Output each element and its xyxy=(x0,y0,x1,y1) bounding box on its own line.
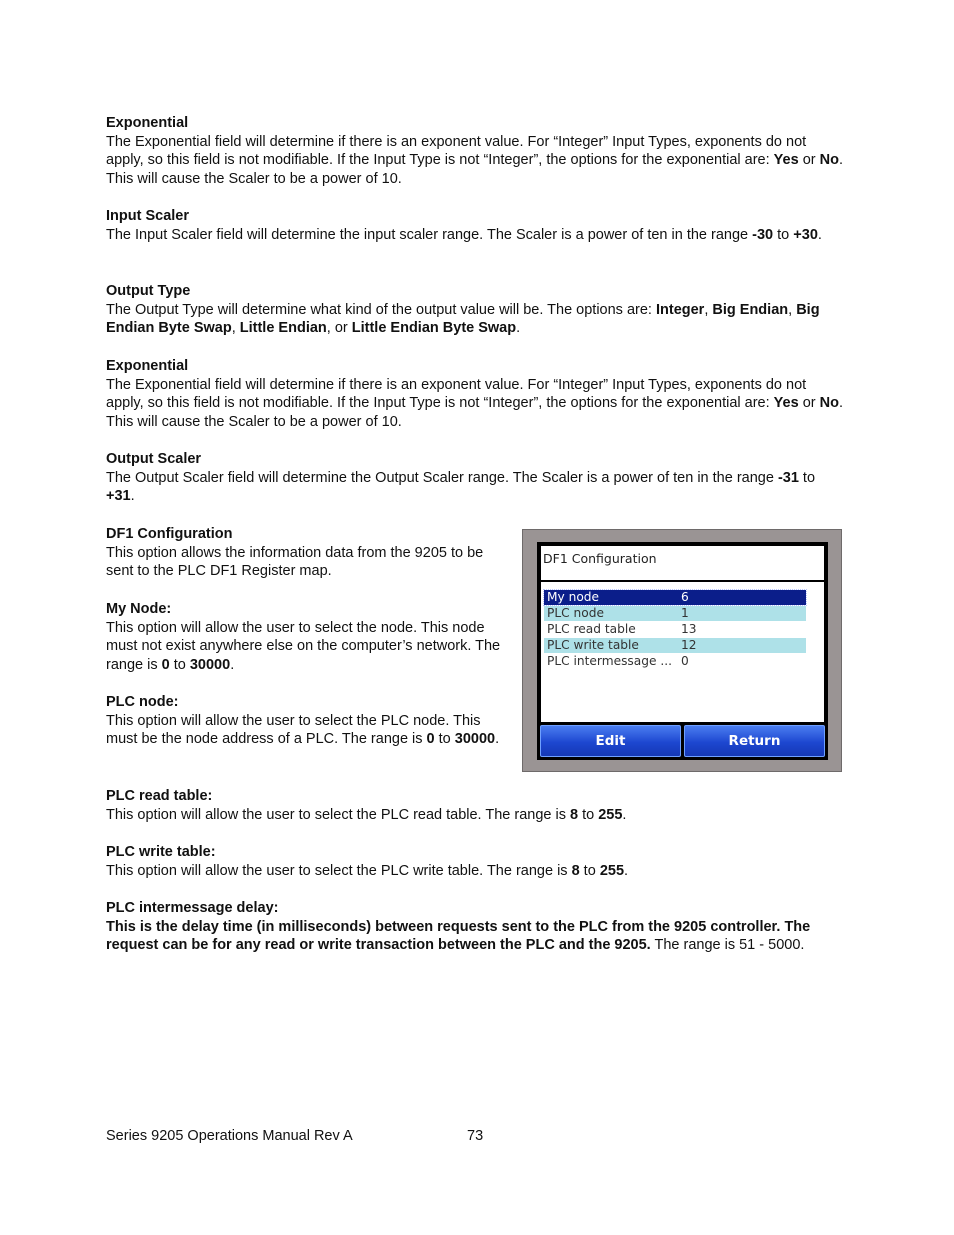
list-item-plc-write-table[interactable] xyxy=(544,638,806,653)
screen-title: DF1 Configuration xyxy=(543,551,657,566)
list-item-plc-node[interactable] xyxy=(544,606,806,621)
item-value: 1 xyxy=(681,606,689,620)
return-button[interactable]: Return xyxy=(684,725,825,757)
item-label: PLC write table xyxy=(547,638,639,652)
section-heading: Output Type xyxy=(106,283,191,299)
section-plc-read-table: PLC read table: This option will allow the user to select the PLC read table. The range is 8 to 255. xyxy=(106,787,846,824)
section-my-node: My Node: This option will allow the user to select the node. This node must not exist anywhere else on the computer’s network. The range is 0 to 30000. xyxy=(106,600,506,675)
section-heading: PLC intermessage delay: xyxy=(106,900,279,916)
item-label: PLC read table xyxy=(547,622,636,636)
edit-button[interactable]: Edit xyxy=(540,725,681,757)
item-value: 0 xyxy=(681,654,689,668)
list-item-plc-read-table[interactable] xyxy=(544,622,806,637)
section-heading: PLC node: xyxy=(106,694,179,710)
section-input-scaler: Input Scaler The Input Scaler field will determine the input scaler range. The Scaler is a power of ten in the range -30 to +30. xyxy=(106,207,846,244)
item-value: 6 xyxy=(681,590,689,604)
list-item-my-node[interactable] xyxy=(544,590,806,605)
section-heading: Exponential xyxy=(106,115,189,131)
item-label: PLC intermessage ... xyxy=(547,654,672,668)
df1-configuration-screen xyxy=(522,529,842,772)
screen-panel xyxy=(537,542,828,760)
footer-page-number: 73 xyxy=(467,1128,484,1144)
item-value: 12 xyxy=(681,638,697,652)
section-heading: DF1 Configuration xyxy=(106,526,233,542)
section-heading: Output Scaler xyxy=(106,451,202,467)
section-heading: Exponential xyxy=(106,358,189,374)
section-heading: Input Scaler xyxy=(106,208,189,224)
section-df1-configuration: DF1 Configuration This option allows the information data from the 9205 to be sent to the PLC DF1 Register map. xyxy=(106,525,506,581)
item-label: PLC node xyxy=(547,606,604,620)
section-output-scaler: Output Scaler The Output Scaler field will determine the Output Scaler range. The Scaler is a power of ten in the range -31 to +31. xyxy=(106,450,846,506)
footer-manual-title: Series 9205 Operations Manual Rev A xyxy=(106,1128,353,1144)
settings-list[interactable] xyxy=(541,582,824,722)
section-plc-node: PLC node: This option will allow the user to select the PLC node. This must be the node address of a PLC. The range is 0 to 30000. xyxy=(106,693,506,749)
section-plc-write-table: PLC write table: This option will allow the user to select the PLC write table. The range is 8 to 255. xyxy=(106,843,846,880)
button-bar xyxy=(540,725,825,757)
item-value: 13 xyxy=(681,622,697,636)
screen-title-bar xyxy=(541,546,824,580)
section-heading: PLC write table: xyxy=(106,844,216,860)
section-exponential-1: Exponential The Exponential field will determine if there is an exponent value. For “Integer” Input Types, exponents do not apply, so this field is not modifiable. If the Input Type is not “Integer”, the options for the exponential are: Yes or No. This will cause the Scaler to be a power of 10. xyxy=(106,114,846,189)
list-item-plc-intermessage[interactable] xyxy=(544,654,806,669)
section-plc-intermessage-delay: PLC intermessage delay: This is the delay time (in milliseconds) between requests sent to the PLC from the 9205 controller. The request can be for any read or write transaction between the PLC and the 9205. The range is 51 - 5000. xyxy=(106,899,846,955)
section-heading: PLC read table: xyxy=(106,788,213,804)
section-exponential-2: Exponential The Exponential field will determine if there is an exponent value. For “Integer” Input Types, exponents do not apply, so this field is not modifiable. If the Input Type is not “Integer”, the options for the exponential are: Yes or No. This will cause the Scaler to be a power of 10. xyxy=(106,357,846,432)
section-output-type: Output Type The Output Type will determine what kind of the output value will be. The options are: Integer, Big Endian, Big Endian Byte Swap, Little Endian, or Little Endian Byte Swap. xyxy=(106,282,846,338)
section-heading: My Node: xyxy=(106,601,172,617)
item-label: My node xyxy=(547,590,600,604)
